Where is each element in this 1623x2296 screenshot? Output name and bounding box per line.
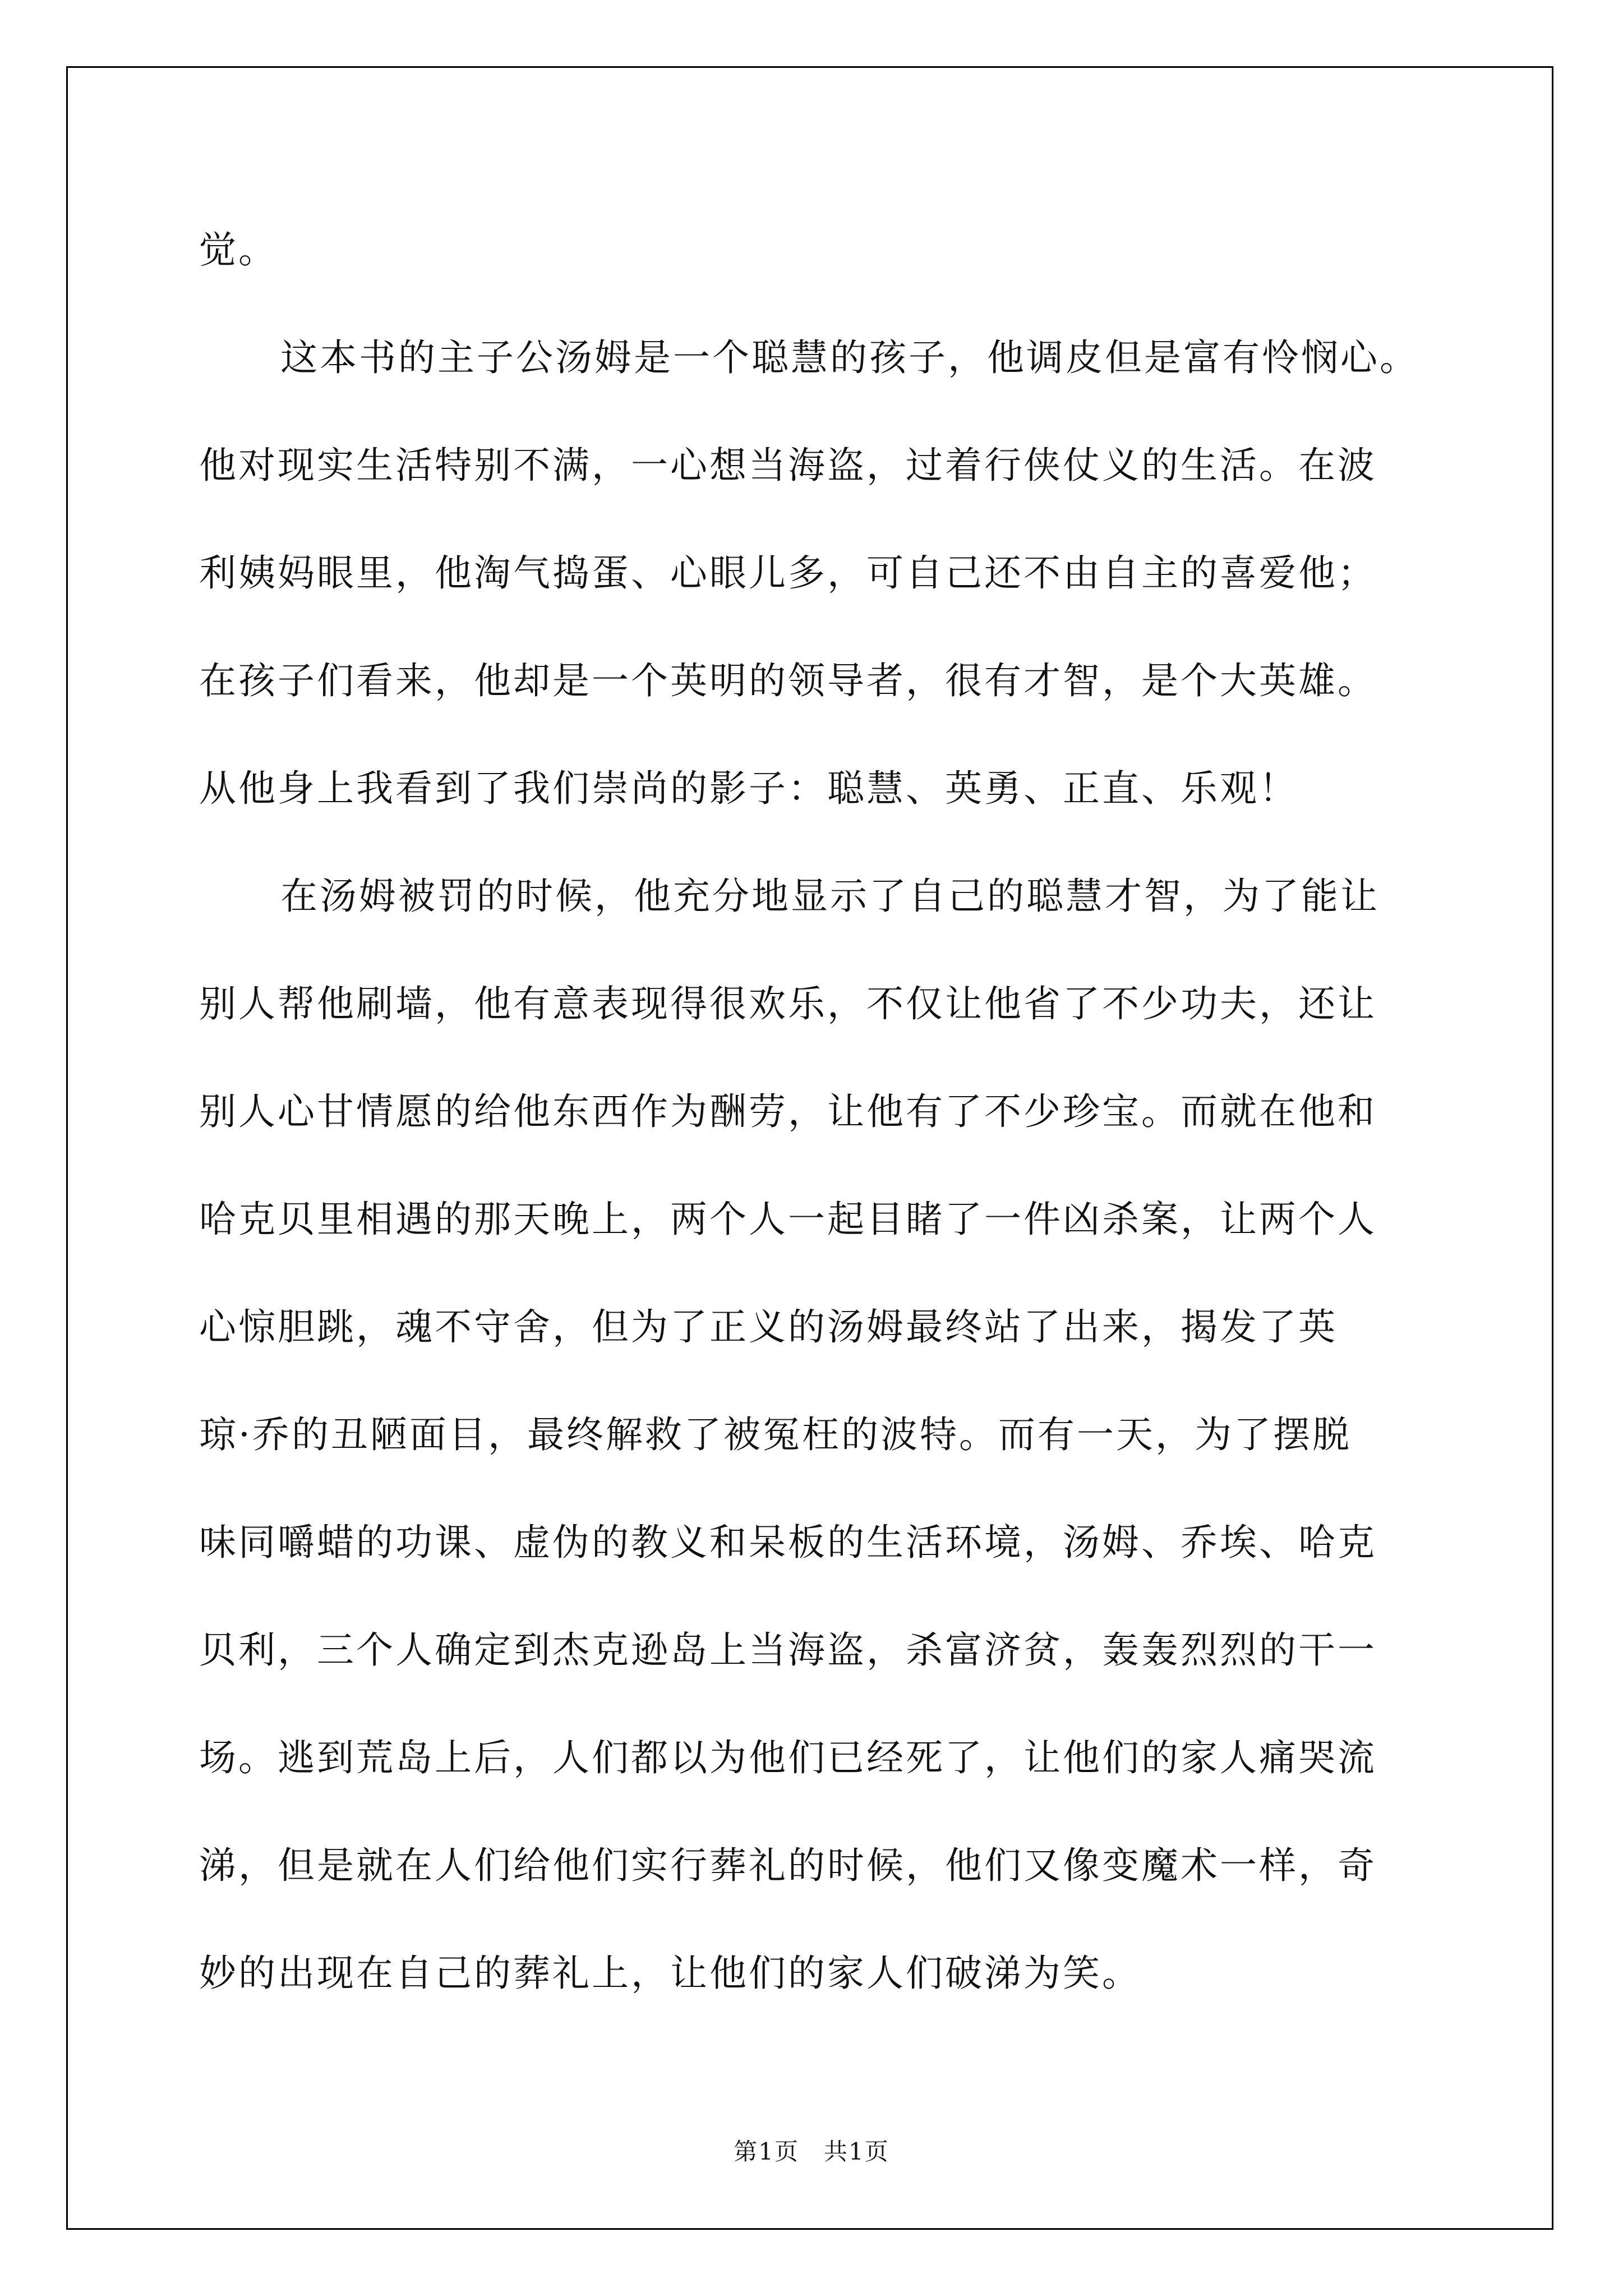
paragraph-line: 这本书的主子公汤姆是一个聪慧的孩子，他调皮但是富有怜悯心。 [280,336,1419,379]
page-number-footer: 第1页 共1页 [734,2138,889,2165]
paragraph-line: 利姨妈眼里，他淘气捣蛋、心眼儿多，可自己还不由自主的喜爱他； [199,551,1377,595]
paragraph-line: 在孩子们看来，他却是一个英明的领导者，很有才智，是个大英雄。 [199,659,1377,702]
paragraph-line: 他对现实生活特别不满，一心想当海盗，过着行侠仗义的生活。在波 [199,444,1377,487]
paragraph-line: 琼·乔的丑陋面目，最终解救了被冤枉的波特。而有一天，为了摆脱 [199,1413,1352,1456]
paragraph-line: 在汤姆被罚的时候，他充分地显示了自己的聪慧才智，为了能让 [280,875,1380,918]
paragraph-line: 味同嚼蜡的功课、虚伪的教义和呆板的生活环境，汤姆、乔埃、哈克 [199,1521,1377,1564]
paragraph-line: 贝利，三个人确定到杰克逊岛上当海盗，杀富济贫，轰轰烈烈的干一 [199,1628,1377,1672]
paragraph-line: 别人帮他刷墙，他有意表现得很欢乐，不仅让他省了不少功夫，还让 [199,982,1377,1025]
page-border [66,66,1553,2230]
paragraph-line: 涕，但是就在人们给他们实行葬礼的时候，他们又像变魔术一样，奇 [199,1844,1377,1887]
paragraph-line: 哈克贝里相遇的那天晚上，两个人一起目睹了一件凶杀案，让两个人 [199,1198,1377,1241]
paragraph-line: 妙的出现在自己的葬礼上，让他们的家人们破涕为笑。 [199,1952,1141,1995]
paragraph-line: 觉。 [199,228,278,272]
paragraph-line: 场。逃到荒岛上后，人们都以为他们已经死了，让他们的家人痛哭流 [199,1736,1377,1779]
paragraph-line: 从他身上我看到了我们崇尚的影子：聪慧、英勇、正直、乐观！ [199,767,1298,810]
paragraph-line: 心惊胆跳，魂不守舍，但为了正义的汤姆最终站了出来，揭发了英 [199,1305,1338,1349]
paragraph-line: 别人心甘情愿的给他东西作为酬劳，让他有了不少珍宝。而就在他和 [199,1090,1377,1133]
